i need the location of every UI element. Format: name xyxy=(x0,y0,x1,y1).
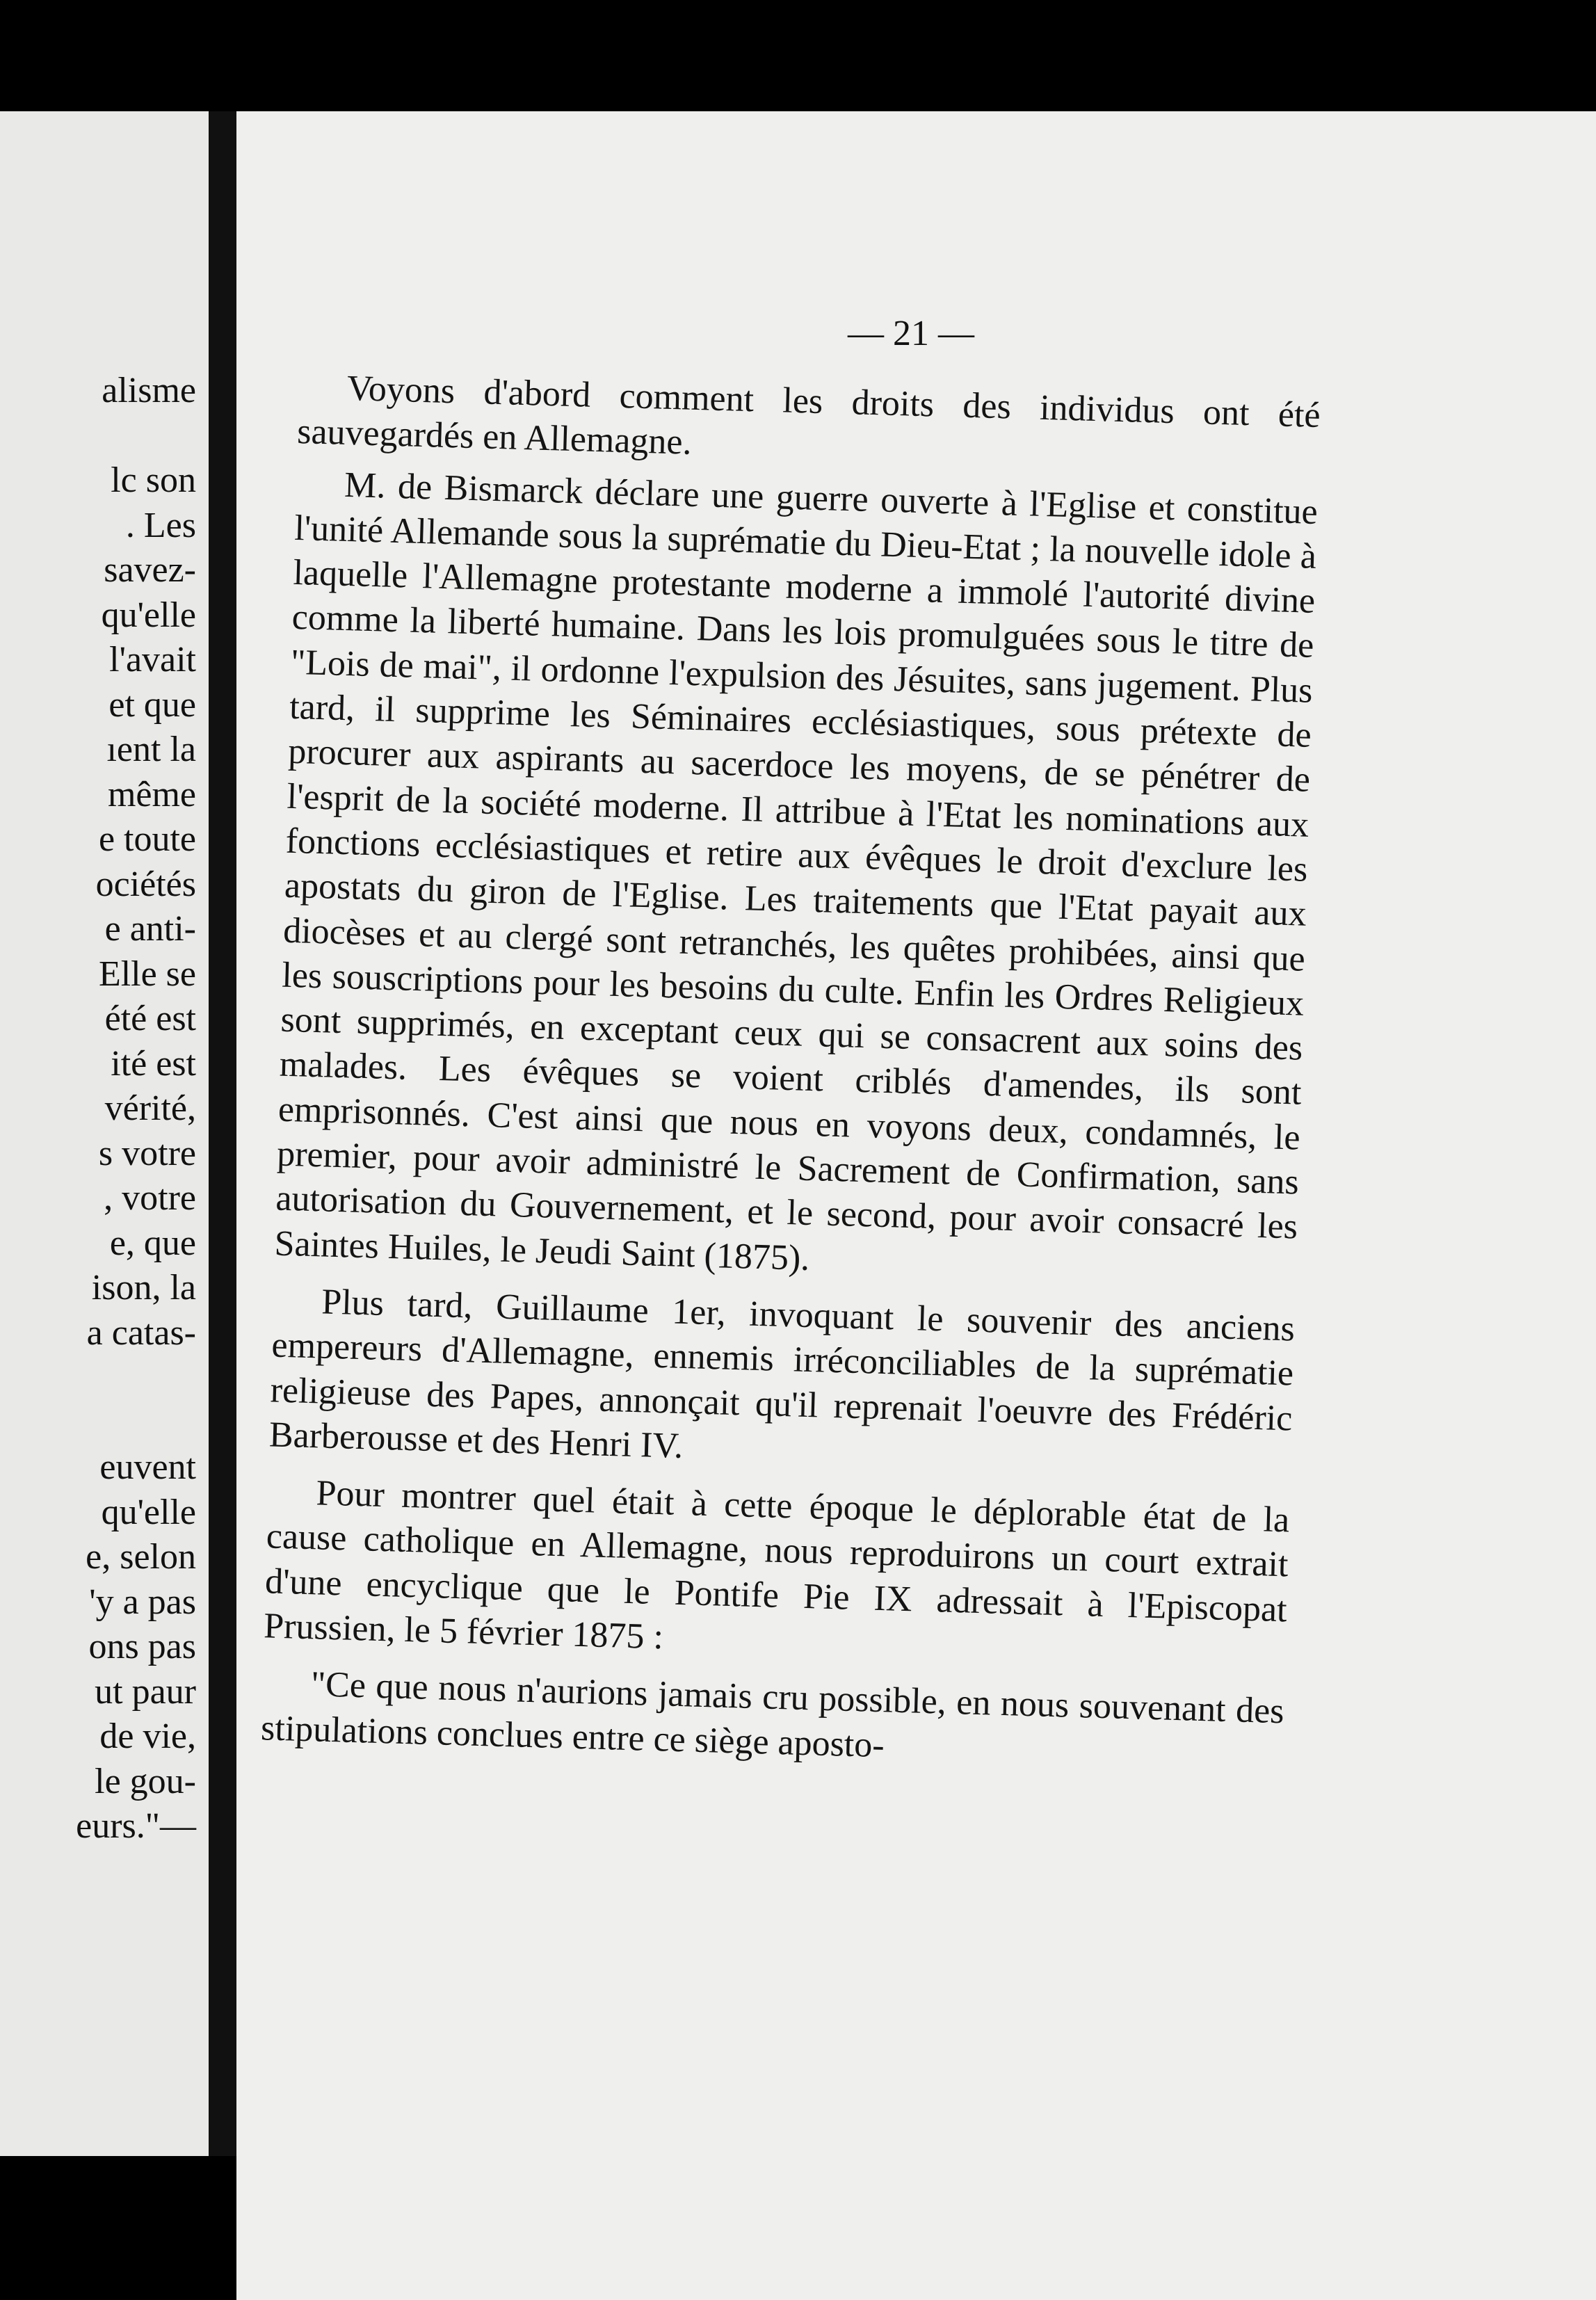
book-spine xyxy=(209,111,236,2198)
previous-page-line: ison, la xyxy=(91,1268,196,1308)
previous-page-line xyxy=(0,1356,209,1401)
previous-page-line: e toute xyxy=(98,819,196,859)
previous-page-line: le gou- xyxy=(95,1761,196,1801)
previous-page-line: e anti- xyxy=(104,909,196,949)
previous-page-line: ociétés xyxy=(95,864,196,904)
previous-page-line: euvent xyxy=(99,1447,196,1487)
scan-border-top xyxy=(0,0,1596,111)
previous-page-line: a catas- xyxy=(86,1312,196,1353)
previous-page-line: de vie, xyxy=(99,1716,196,1756)
previous-page-line: e, que xyxy=(109,1223,196,1263)
paragraph-4: Pour montrer quel était à cette époque le déplorable état de la cause catholique en Allemagne, nous reproduirons un court extrait d'une encyclique que le Pontife Pie IX adressait à l'Episcopat Prussien, le 5 février 1875 : xyxy=(263,1473,1290,1657)
previous-page-line: lc son xyxy=(111,460,196,500)
previous-page-line: alisme xyxy=(102,371,196,410)
page-number: — 21 — xyxy=(848,314,974,353)
page-text xyxy=(260,365,1321,1792)
previous-page-edge xyxy=(0,111,209,2156)
previous-page-text xyxy=(0,369,209,1849)
previous-page-line: ité est xyxy=(111,1043,196,1084)
previous-page-line xyxy=(0,1401,209,1446)
previous-page-line: Elle se xyxy=(98,954,196,994)
previous-page-line: été est xyxy=(104,999,196,1038)
paragraph-1: Voyons d'abord comment les droits des individus ont été sauvegardés en Allemagne. xyxy=(296,368,1321,463)
previous-page-line: , votre xyxy=(104,1178,196,1218)
previous-page-line: vérité, xyxy=(104,1088,196,1128)
paragraph-5: "Ce que nous n'aurions jamais cru possible, en nous souvenant des stipulations conclues entre ce siège aposto- xyxy=(260,1664,1285,1765)
previous-page-line: l'avait xyxy=(109,640,196,679)
previous-page-line: s votre xyxy=(98,1133,196,1173)
previous-page-line: même xyxy=(107,774,196,814)
previous-page-line: ons pas xyxy=(88,1627,196,1666)
previous-page-line: ıent la xyxy=(106,730,196,769)
previous-page-line: 'y a pas xyxy=(89,1582,196,1622)
paragraph-2: M. de Bismarck déclare une guerre ouverte à l'Eglise et constitue l'unité Allemande sous la suprématie du Dieu-Etat ; la nouvelle idole à laquelle l'Allemagne protestante moderne a immolé l'autorité divine comme la liberté humaine. Dans les lois promulguées sous le titre de "Lois de mai", il ordonne l'expulsion des Jésuites, sans jugement. Plus tard, il supprime les Séminaires ecclésiastiques, sous prétexte de procurer aux aspirants au sacerdoce les moyens, de se pénétrer de l'esprit de la société moderne. Il attribue à l'Etat les nominations aux fonctions ecclésiastiques et retire aux évêques le droit d'exclure les apostats du giron de l'Eglise. Les traitements que l'Etat payait aux diocèses et au clergé sont retranchés, les quêtes prohibées, ainsi que les souscriptions pour les besoins du culte. Enfin les Ordres Religieux sont supprimés, en exceptant ceux qui se consacrent aux soins des malades. Les évêques se voient criblés d'amendes, ils sont emprisonnés. C'est ainsi que nous en voyons deux, condamnés, le premier, pour avoir administré le Sacrement de Confirmation, sans autorisation du Gouvernement, et le second, pour avoir consacré les Saintes Huiles, le Jeudi Saint (1875). xyxy=(273,465,1319,1278)
previous-page-line: e, selon xyxy=(86,1537,196,1577)
previous-page-line xyxy=(0,414,209,459)
previous-page-line: . Les xyxy=(125,505,196,545)
previous-page-line: et que xyxy=(108,684,196,725)
previous-page-line: eurs."— xyxy=(76,1806,196,1846)
page xyxy=(236,111,1596,2300)
paragraph-3: Plus tard, Guillaume 1er, invoquant le souvenir des anciens empereurs d'Allemagne, ennemis irréconciliables de la suprématie religieuse des Papes, annonçait qu'il reprenait l'oeuvre des Frédéric Barberousse et des Henri IV. xyxy=(268,1282,1296,1466)
scan-border-bottom xyxy=(0,2156,236,2300)
previous-page-line: savez- xyxy=(104,550,196,590)
previous-page-line: ut paur xyxy=(95,1671,196,1712)
previous-page-line: qu'elle xyxy=(101,595,196,635)
previous-page-line: qu'elle xyxy=(101,1492,196,1532)
